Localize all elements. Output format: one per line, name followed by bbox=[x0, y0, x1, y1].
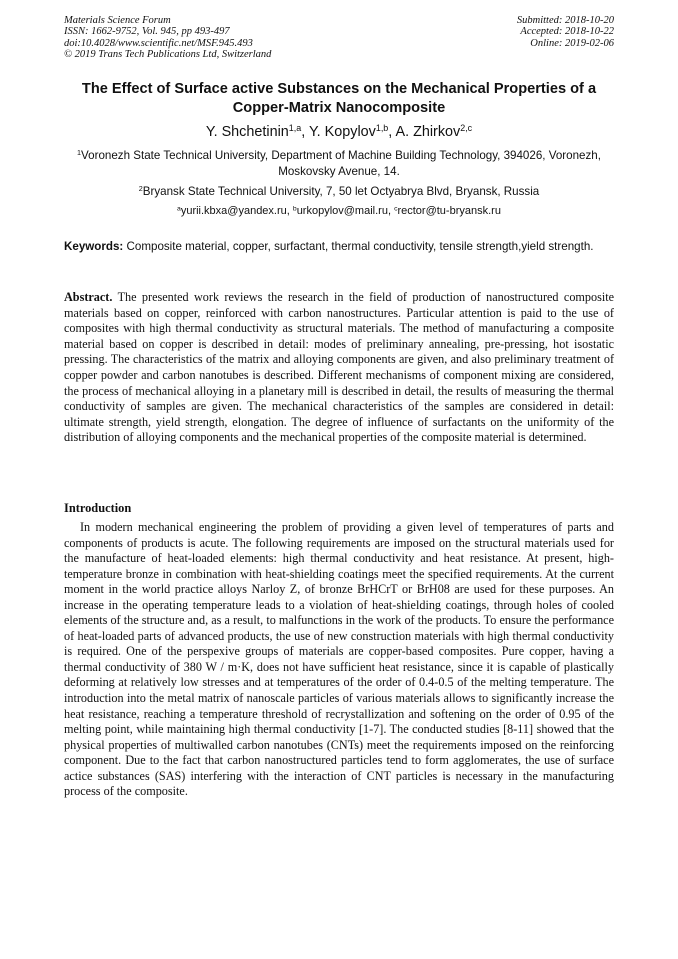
email-mark: c bbox=[394, 205, 398, 213]
email-list bbox=[60, 204, 618, 219]
email-separator: , bbox=[387, 205, 395, 217]
affiliation-2 bbox=[60, 184, 618, 200]
author-separator: , bbox=[388, 124, 396, 140]
abstract-text: The presented work reviews the research in the field of production of nanostructured composite materials based on copper, reinforced with carbon nanostructures. Particular attention is paid to the use of composites with high thermal conductivity as structural materials. The method of manufacturing a composite material based on copper is described in detail: modes of preliminary annealing, pre-pressing, hot isostatic pressing. The characteristics of the matrix and alloying components are given, and also preliminary treatment of copper powder and carbon nanotubes is described. Different mechanisms of component mixing are considered, the process of mechanical alloying in a planetary mill is described in detail, the results of measuring the thermal conductivity of samples are given. The mechanical characteristics of the samples are considered in detail: ultimate strength, yield strength, elongation. The degree of influence of surfactants on the uniformity of the distribution of alloying components and the mechanical properties of the composite material is determined. bbox=[64, 290, 615, 445]
author-separator: , bbox=[301, 124, 309, 140]
author bbox=[206, 124, 309, 140]
affiliation-text: Bryansk State Technical University, 7, 50 let Octyabrya Blvd, Bryansk, Russia bbox=[142, 185, 540, 198]
author-name: Y. Kopylov bbox=[308, 124, 376, 140]
email-link[interactable]: yurii.kbxa@yandex.ru bbox=[180, 205, 287, 217]
email-link[interactable]: urkopylov@mail.ru bbox=[296, 205, 388, 217]
paper-title: The Effect of Surface active Substances on the Mechanical Properties of a Copper-Matrix Nanocomposite bbox=[81, 81, 597, 116]
email-mark: b bbox=[292, 205, 297, 213]
affiliation-text: Voronezh State Technical University, Department of Machine Building Technology, 394026, Voronezh, Moskovsky Avenue, 14. bbox=[81, 149, 601, 178]
online-date: Online: 2019-02-06 bbox=[530, 37, 614, 49]
email-separator: , bbox=[286, 205, 293, 217]
author bbox=[395, 124, 472, 140]
accepted-date: Accepted: 2018-10-22 bbox=[520, 26, 614, 38]
affiliation-mark: 2 bbox=[138, 184, 143, 194]
abstract bbox=[64, 290, 614, 446]
author-name: A. Zhirkov bbox=[395, 124, 461, 140]
keywords-label: Keywords: bbox=[64, 240, 124, 253]
affiliation-1 bbox=[60, 148, 618, 179]
journal-header bbox=[64, 15, 271, 61]
author-name: Y. Shchetinin bbox=[205, 124, 289, 140]
journal-name: Materials Science Forum bbox=[64, 15, 171, 26]
introduction-paragraph: In modern mechanical engineering the problem of providing a given level of temperatures of parts and components of products is acute. The following requirements are imposed on the structural materials used for the manufacture of heat-loaded elements: high thermal conductivity and heat resistance. At present, high-temperature bronze in combination with heat-shielding coatings meet the specified requirements. At the current moment in the world practice alloys Narloy Z, of bronze BrHCrT or BrH08 are used for these purposes. An increase in the operating temperature leads to a violation of heat-shielding coatings, through holes of cooled elements of the structure and, as a result, to malfunctions in the work of the products. To ensure the performance of heat-loaded parts of advanced products, the use of new construction materials with high thermal conductivity is required. One of the perspexive groups of materials are copper-based composites. Pure copper, having a thermal conductivity of 380 W / m·K, does not have sufficient heat resistance, since it is capable of plastically deforming at relatively low stresses and at temperatures of the order of 0.4-0.5 of the melting temperature. The introduction into the metal matrix of nanoscale particles of various materials allows to significantly increase the heat resistance, reaching a temperature threshold of recrystallization and softening on the order of 0.95 of the melting point, while maintaining high thermal conductivity [1-7]. The conducted studies [8-11] showed that the physical properties of multiwalled carbon nanotubes (CNTs) meet the requirements imposed on the reinforcing component. Due to the fact that carbon nanostructured particles tend to form agglomerates, the use of surface actice substances (SAS) interfering with the interaction of CNT particles is necessary in the manufacturing process of the composite. bbox=[64, 520, 614, 799]
abstract-label: Abstract. bbox=[64, 290, 113, 304]
affiliation-mark: 1 bbox=[77, 148, 82, 158]
copyright-line: © 2019 Trans Tech Publications Ltd, Switzerland bbox=[64, 49, 272, 61]
author-affiliation-mark: 2,c bbox=[460, 123, 473, 134]
doi-line[interactable]: doi:10.4028/www.scientific.net/MSF.945.493 bbox=[64, 37, 253, 49]
email-link[interactable]: rector@tu-bryansk.ru bbox=[397, 205, 501, 217]
dates-header bbox=[517, 15, 614, 49]
keywords bbox=[64, 239, 614, 255]
author-list bbox=[56, 123, 622, 141]
introduction-heading: Introduction bbox=[64, 501, 132, 515]
submitted-date: Submitted: 2018-10-20 bbox=[516, 15, 614, 26]
email-mark: a bbox=[177, 205, 181, 213]
keywords-text: Composite material, copper, surfactant, thermal conductivity, tensile strength,yield strength. bbox=[126, 240, 594, 253]
author-affiliation-mark: 1,a bbox=[288, 123, 302, 134]
author-affiliation-mark: 1,b bbox=[375, 123, 389, 134]
issn-line: ISSN: 1662-9752, Vol. 945, pp 493-497 bbox=[64, 26, 230, 38]
author bbox=[309, 124, 396, 140]
